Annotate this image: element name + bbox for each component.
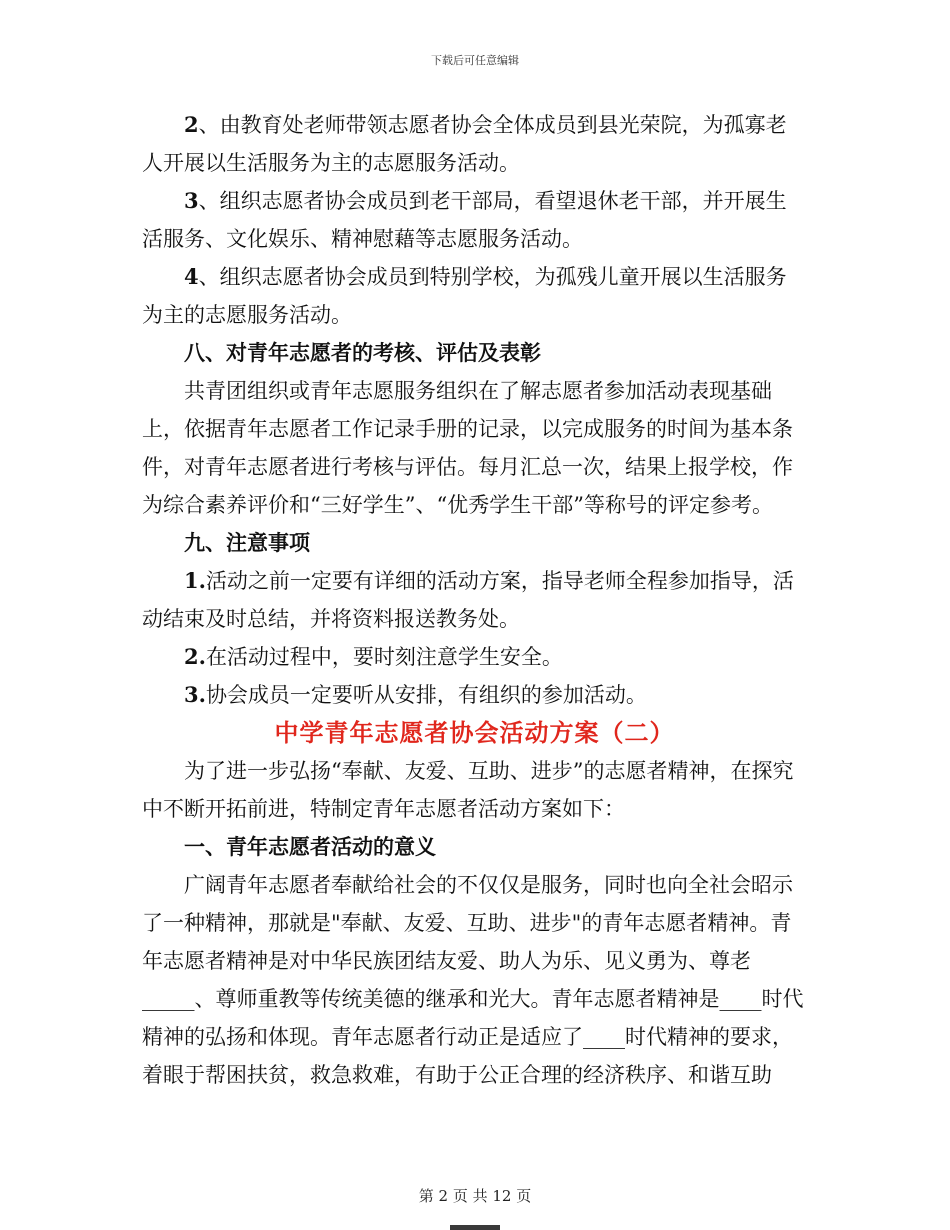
section-8-body: 共青团组织或青年志愿服务组织在了解志愿者参加活动表现基础上，依据青年志愿者工作记录手册的记录，以完成服务的时间为基本条件，对青年志愿者进行考核与评估。每月汇总一次，结果上报学校，作为综合素养评价和“三好学生”、“优秀学生干部”等称号的评定参考。	[142, 379, 793, 517]
paragraph-text: 、组织志愿者协会成员到老干部局，看望退休老干部，并开展生活服务、文化娱乐、精神慰藉等志愿服务活动。	[142, 189, 787, 251]
notice-item-1	[142, 562, 807, 638]
item-number: 2	[184, 112, 199, 137]
item-number: 1.	[184, 568, 206, 593]
section-8-heading: 八、对青年志愿者的考核、评估及表彰	[184, 340, 541, 365]
item-number: 3.	[184, 682, 206, 707]
section-9-heading: 九、注意事项	[184, 530, 310, 555]
item-text: 活动之前一定要有详细的活动方案，指导老师全程参加指导，活动结束及时总结，并将资料报送教务处。	[142, 569, 794, 631]
page-footer: 第 2 页 共 12 页	[418, 1187, 532, 1205]
item-number: 3	[184, 188, 199, 213]
section-1-heading: 一、青年志愿者活动的意义	[184, 834, 436, 859]
document-body	[142, 106, 807, 1094]
item-text: 协会成员一定要听从安排，有组织的参加活动。	[205, 683, 647, 707]
list-paragraph-4	[142, 258, 807, 334]
paragraph-text: 、由教育处老师带领志愿者协会全体成员到县光荣院，为孤寡老人开展以生活服务为主的志愿服务活动。	[142, 113, 787, 175]
paragraph-text: 、组织志愿者协会成员到特别学校，为孤残儿童开展以生活服务为主的志愿服务活动。	[142, 265, 787, 327]
intro-paragraph: 为了进一步弘扬“奉献、友爱、互助、进步”的志愿者精神，在探究中不断开拓前进，特制定青年志愿者活动方案如下：	[142, 759, 794, 821]
item-text: 在活动过程中，要时刻注意学生安全。	[205, 645, 563, 669]
list-paragraph-3	[142, 182, 807, 258]
notice-item-2	[142, 638, 807, 676]
list-paragraph-2	[142, 106, 807, 182]
item-number: 4	[184, 264, 199, 289]
page-edge-mark	[450, 1225, 500, 1230]
item-number: 2.	[184, 644, 206, 669]
document-title: 中学青年志愿者协会活动方案（二）	[274, 718, 675, 747]
page-header: 下载后可任意编辑	[431, 54, 519, 67]
section-1-body: 广阔青年志愿者奉献给社会的不仅仅是服务，同时也向全社会昭示了一种精神，那就是"奉献、友爱、互助、进步"的青年志愿者精神。青年志愿者精神是对中华民族团结友爱、助人为乐、见义勇为、尊老_____、尊师重教等传统美德的继承和光大。青年志愿者精神是____时代精神的弘扬和体现。青年志愿者行动正是适应了____时代精神的要求，着眼于帮困扶贫，救急救难，有助于公正合理的经济秩序、和谐互助	[142, 873, 804, 1087]
notice-item-3	[142, 676, 807, 714]
